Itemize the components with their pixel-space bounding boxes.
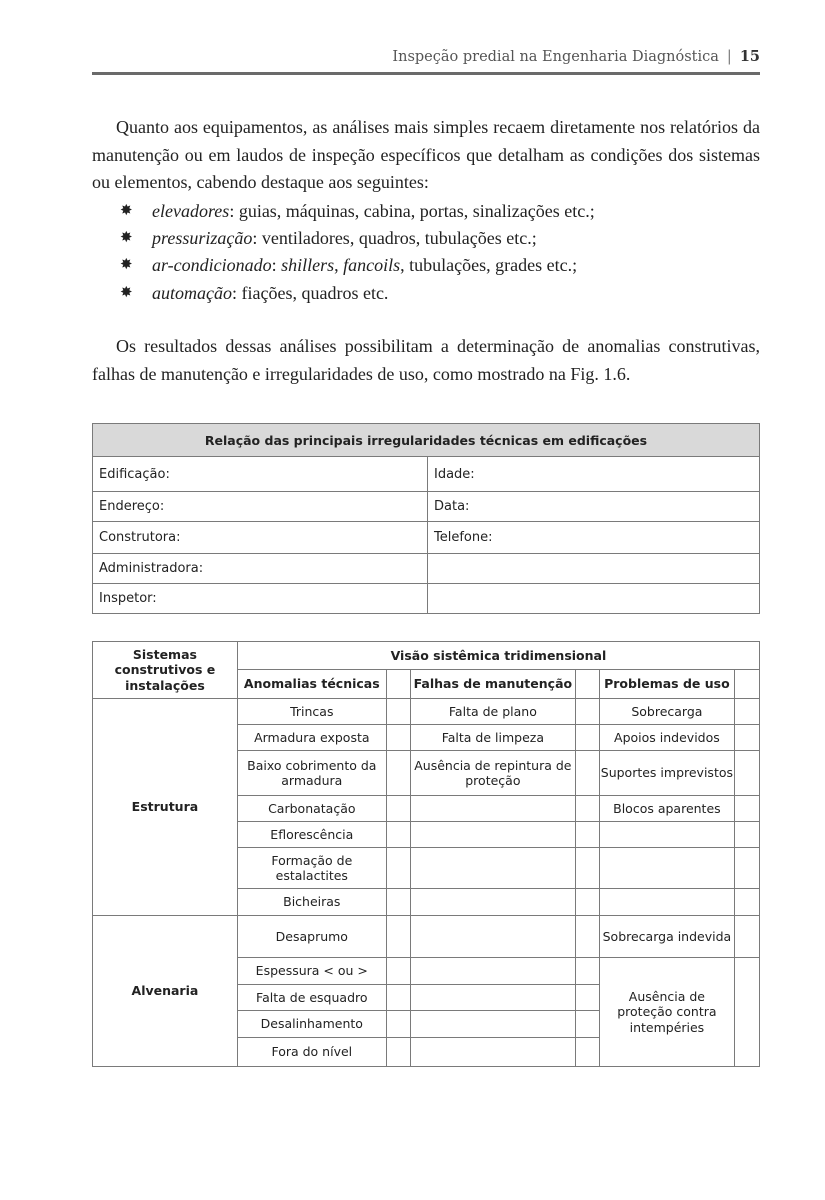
blank-cell	[734, 848, 759, 889]
blank-cell	[575, 889, 599, 916]
list-item	[120, 198, 595, 225]
list-item	[120, 280, 595, 307]
list-item-term: shillers	[281, 255, 335, 276]
blank-cell	[734, 916, 759, 958]
table-row	[93, 492, 760, 522]
asterisk-star-icon: ✸	[120, 230, 133, 247]
blank-cell	[386, 958, 410, 985]
anomaly-cell: Formação de estalactites	[237, 848, 386, 889]
list-item-term: automação	[152, 282, 232, 303]
paragraph-results	[92, 333, 760, 388]
page-number: 15	[739, 48, 760, 65]
maintenance-cell	[410, 1038, 575, 1067]
blank-cell	[575, 958, 599, 985]
maintenance-cell	[410, 889, 575, 916]
anomaly-cell: Fora do nível	[237, 1038, 386, 1067]
list-item-text: :	[271, 255, 282, 276]
col-header-falhas: Falhas de manutenção	[410, 670, 575, 699]
blank-cell	[734, 699, 759, 725]
anomaly-cell: Trincas	[237, 699, 386, 725]
maintenance-cell	[410, 916, 575, 958]
blank-cell	[734, 958, 759, 1067]
blank-cell	[575, 725, 599, 751]
blank-cell	[575, 699, 599, 725]
blank-cell	[575, 1011, 599, 1038]
form-field-idade: Idade:	[428, 457, 760, 492]
blank-cell	[734, 889, 759, 916]
maintenance-cell: Ausência de repintura de proteção	[410, 751, 575, 796]
blank-cell	[734, 725, 759, 751]
maintenance-cell	[410, 985, 575, 1011]
anomaly-cell: Desalinhamento	[237, 1011, 386, 1038]
blank-cell	[575, 916, 599, 958]
usage-cell: Suportes imprevistos	[600, 751, 735, 796]
anomaly-cell: Carbonatação	[237, 796, 386, 822]
anomaly-cell: Baixo cobrimento da armadura	[237, 751, 386, 796]
list-item-text: : fiações, quadros etc.	[232, 282, 389, 303]
form-field-data: Data:	[428, 492, 760, 522]
blank-cell	[386, 699, 410, 725]
header-rule	[92, 72, 760, 75]
form-field-empty	[428, 584, 760, 614]
blank-cell	[734, 822, 759, 848]
blank-cell	[575, 751, 599, 796]
table-row	[93, 699, 760, 725]
blank-cell	[734, 670, 759, 699]
table-row	[93, 457, 760, 492]
blank-cell	[386, 822, 410, 848]
maintenance-cell	[410, 958, 575, 985]
list-item	[120, 225, 595, 252]
blank-cell	[575, 670, 599, 699]
system-alvenaria: Alvenaria	[93, 916, 238, 1067]
system-estrutura: Estrutura	[93, 699, 238, 916]
list-item	[120, 252, 595, 279]
list-item-text: : ventiladores, quadros, tubulações etc.;	[252, 228, 537, 249]
maintenance-cell	[410, 796, 575, 822]
list-item-term: fancoils	[343, 255, 401, 276]
blank-cell	[575, 985, 599, 1011]
table-row	[93, 916, 760, 958]
form-field-administradora: Administradora:	[93, 554, 428, 584]
building-info-form-table	[92, 423, 760, 614]
blank-cell	[386, 985, 410, 1011]
form-field-inspetor: Inspetor:	[93, 584, 428, 614]
table-header-row	[93, 642, 760, 670]
asterisk-star-icon: ✸	[120, 203, 133, 219]
usage-cell	[600, 889, 735, 916]
blank-cell	[386, 1011, 410, 1038]
running-header	[92, 48, 760, 70]
blank-cell	[575, 1038, 599, 1067]
maintenance-cell	[410, 1011, 575, 1038]
blank-cell	[734, 751, 759, 796]
list-item-text: , tubulações, grades etc.;	[400, 255, 578, 276]
blank-cell	[575, 822, 599, 848]
blank-cell	[575, 796, 599, 822]
blank-cell	[575, 848, 599, 889]
col-header-anomalias: Anomalias técnicas	[237, 670, 386, 699]
list-item-term: ar-condicionado	[152, 255, 272, 276]
list-item-term: elevadores	[152, 201, 230, 221]
paragraph-equipment	[92, 114, 760, 197]
anomaly-cell: Eflorescência	[237, 822, 386, 848]
anomaly-cell: Armadura exposta	[237, 725, 386, 751]
form-field-empty	[428, 554, 760, 584]
anomaly-cell: Bicheiras	[237, 889, 386, 916]
form-field-edificacao: Edificação:	[93, 457, 428, 492]
form-field-construtora: Construtora:	[93, 522, 428, 554]
group-header: Visão sistêmica tridimensional	[237, 642, 759, 670]
blank-cell	[386, 725, 410, 751]
anomaly-cell: Espessura < ou >	[237, 958, 386, 985]
col-header-systems: Sistemas construtivos e instalações	[93, 642, 238, 699]
list-item-text: ,	[334, 255, 344, 276]
usage-cell: Blocos aparentes	[600, 796, 735, 822]
blank-cell	[386, 916, 410, 958]
table-row	[93, 584, 760, 614]
blank-cell	[386, 848, 410, 889]
form-field-endereco: Endereço:	[93, 492, 428, 522]
usage-cell	[600, 848, 735, 889]
anomaly-cell: Falta de esquadro	[237, 985, 386, 1011]
usage-cell: Sobrecarga indevida	[600, 916, 735, 958]
usage-cell: Apoios indevidos	[600, 725, 735, 751]
col-header-problemas: Problemas de uso	[600, 670, 735, 699]
asterisk-star-icon: ✸	[120, 284, 133, 301]
blank-cell	[734, 796, 759, 822]
maintenance-cell	[410, 822, 575, 848]
blank-cell	[386, 670, 410, 699]
maintenance-cell: Falta de limpeza	[410, 725, 575, 751]
maintenance-cell	[410, 848, 575, 889]
paragraph-results-text: Os resultados dessas análises possibilitam a determinação de anomalias construtivas, falhas de manutenção e irregularidades de uso, como mostrado na Fig. 1.6.	[92, 336, 760, 384]
header-separator: |	[726, 49, 732, 65]
usage-cell: Ausência de proteção contra intempéries	[600, 958, 735, 1067]
list-item-term: pressurização	[152, 228, 253, 249]
anomaly-cell: Desaprumo	[237, 916, 386, 958]
running-title: Inspeção predial na Engenharia Diagnóstica	[392, 49, 719, 65]
blank-cell	[386, 1038, 410, 1067]
form-field-telefone: Telefone:	[428, 522, 760, 554]
usage-cell	[600, 822, 735, 848]
asterisk-star-icon: ✸	[120, 257, 133, 274]
blank-cell	[386, 796, 410, 822]
paragraph-equipment-text: Quanto aos equipamentos, as análises mais simples recaem diretamente nos relatórios da manutenção ou em laudos de inspeção específicos que detalham as condições dos sistemas ou elementos, cabendo destaque aos seguintes:	[92, 117, 760, 192]
irregularities-matrix-table	[92, 641, 760, 1067]
table-row	[93, 554, 760, 584]
blank-cell	[386, 751, 410, 796]
table-row	[93, 522, 760, 554]
usage-cell: Sobrecarga	[600, 699, 735, 725]
equipment-list	[120, 198, 595, 307]
blank-cell	[386, 889, 410, 916]
form-table-title: Relação das principais irregularidades técnicas em edificações	[93, 424, 760, 457]
maintenance-cell: Falta de plano	[410, 699, 575, 725]
list-item-text: : guias, máquinas, cabina, portas, sinalizações etc.;	[229, 201, 595, 221]
